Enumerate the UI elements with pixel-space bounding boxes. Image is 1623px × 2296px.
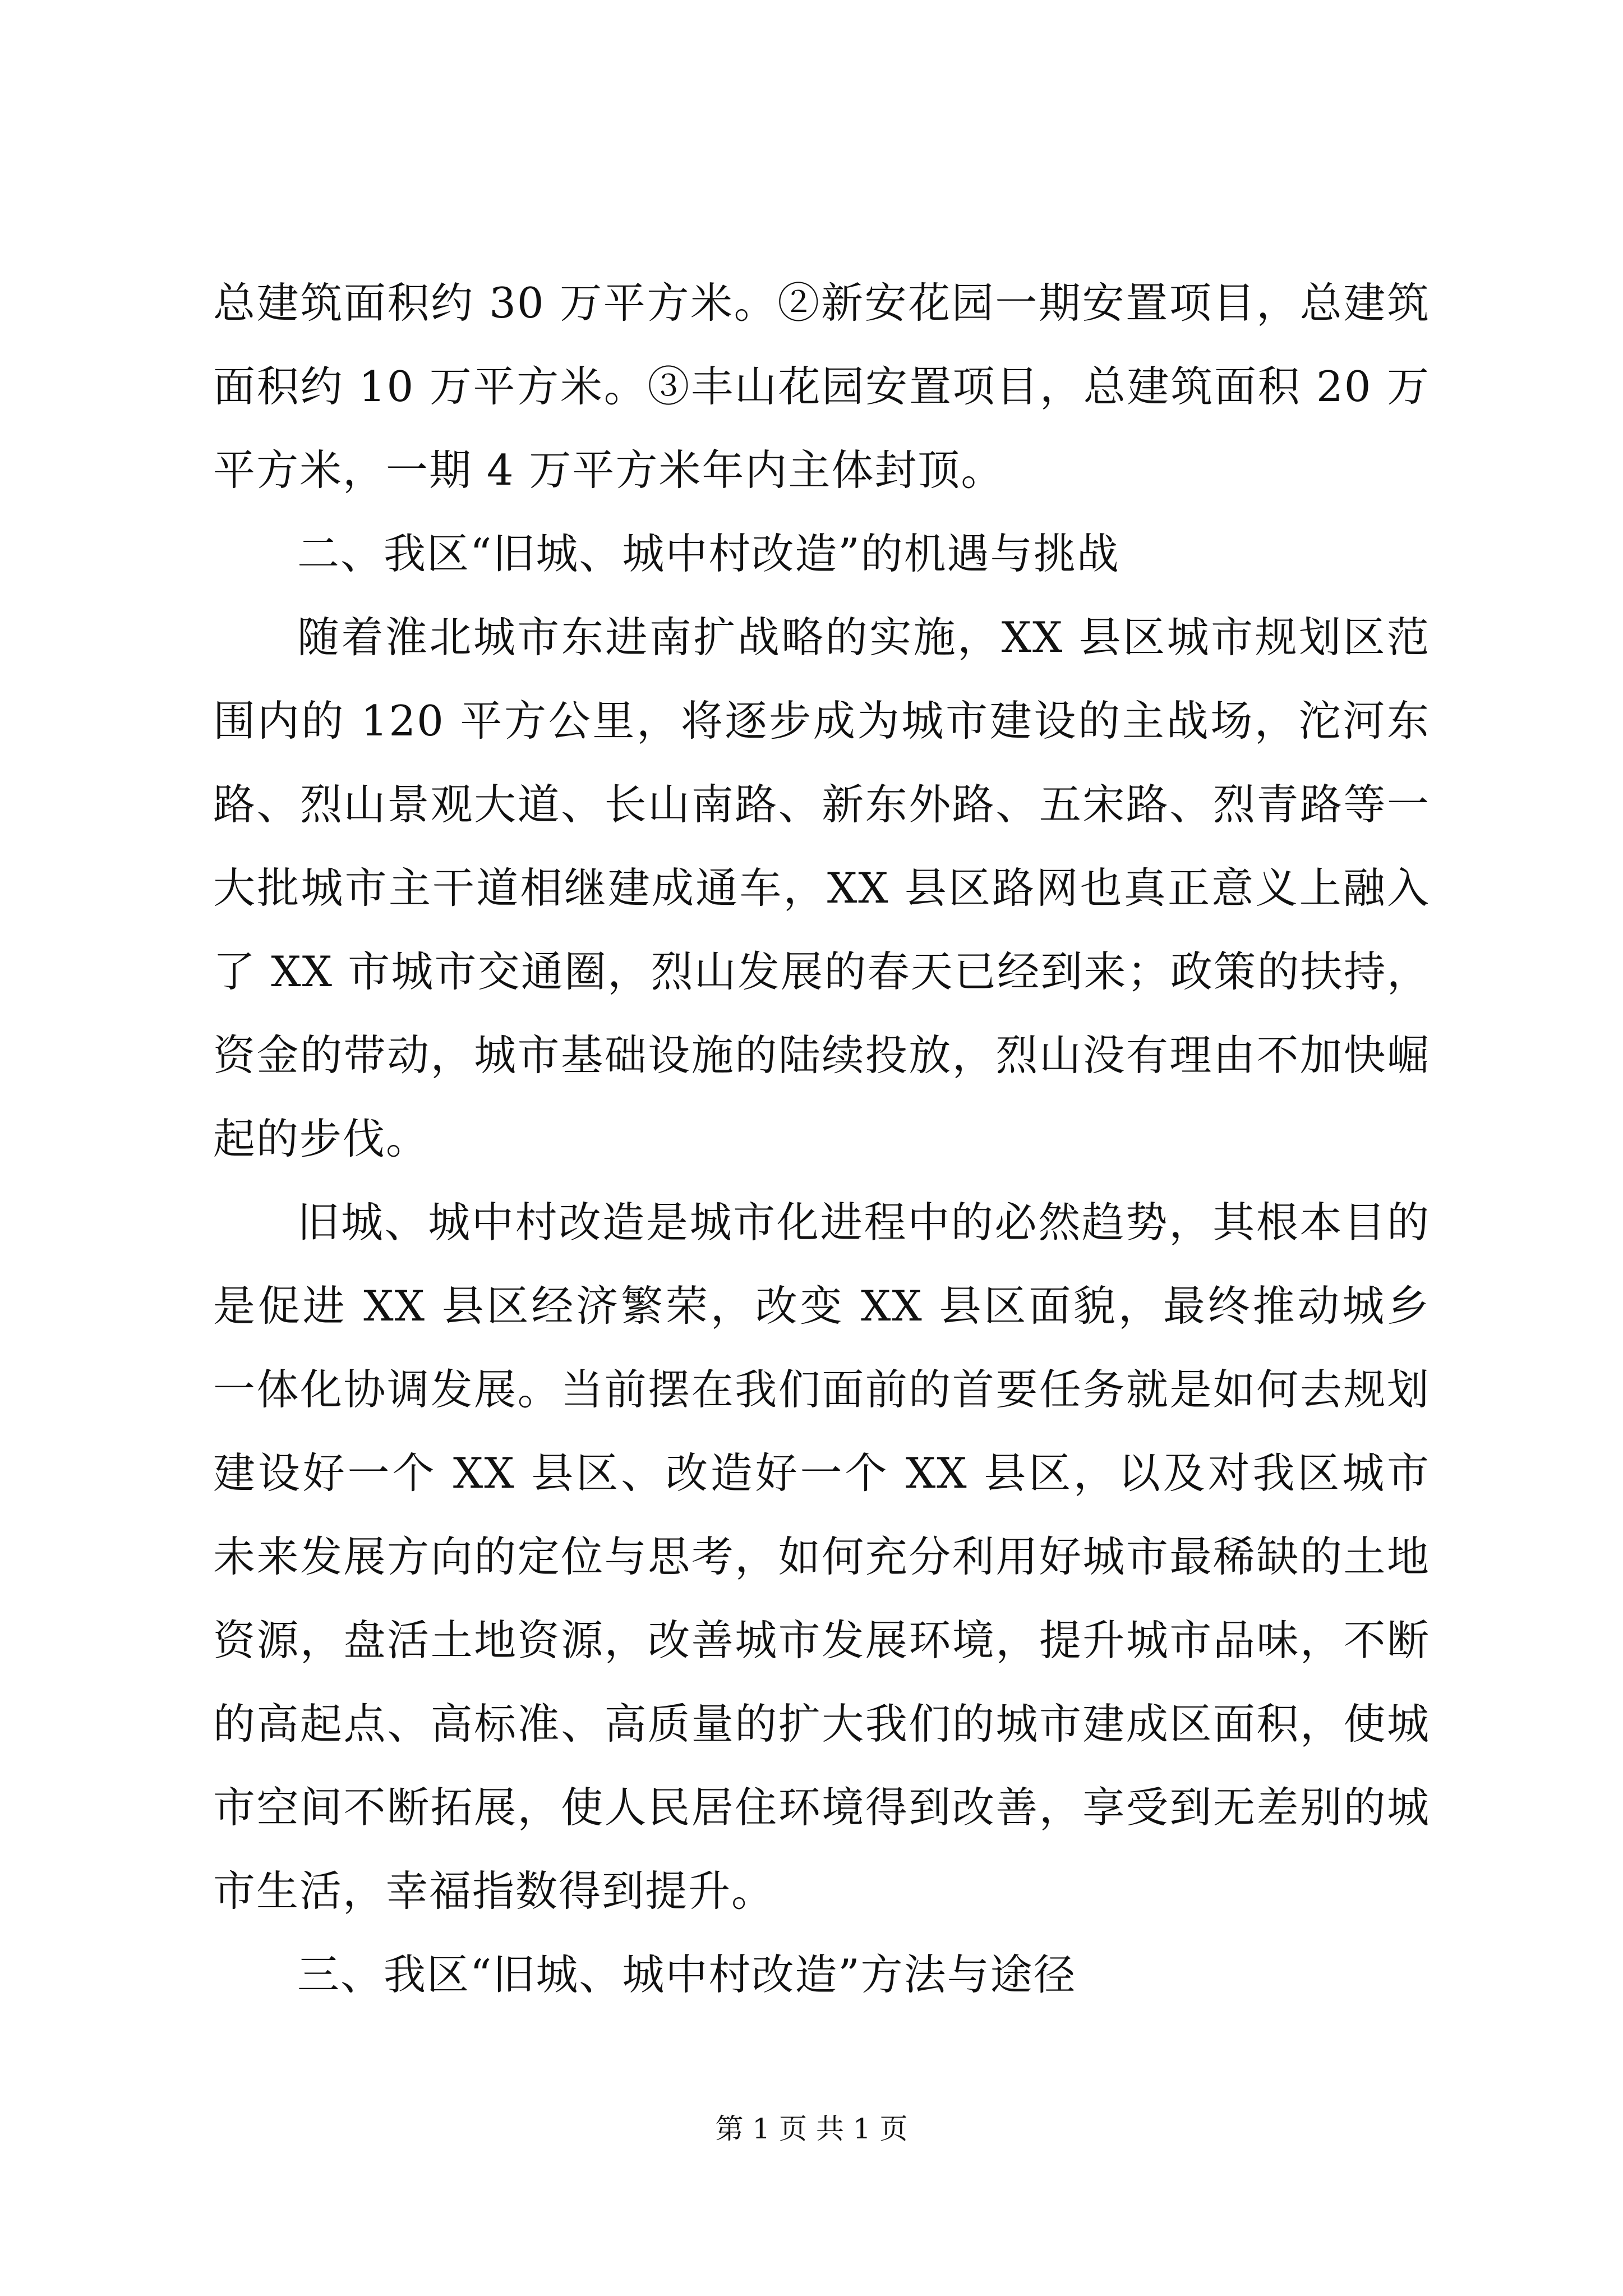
paragraph-continuation: 总建筑面积约 30 万平方米。②新安花园一期安置项目，总建筑面积约 10 万平方米。③丰山花园安置项目，总建筑面积 20 万平方米，一期 4 万平方米年内主体封顶。	[213, 278, 1430, 495]
section-heading-2: 二、我区“旧城、城中村改造”的机遇与挑战	[297, 529, 1120, 578]
document-body	[213, 261, 1430, 2017]
paragraph-renovation-purpose: 旧城、城中村改造是城市化进程中的必然趋势，其根本目的是促进 XX 县区经济繁荣，改变 XX 县区面貌，最终推动城乡一体化协调发展。当前摆在我们面前的首要任务就是如何去规划建设好一个 XX 县区、改造好一个 XX 县区，以及对我区城市未来发展方向的定位与思考，如何充分利用好城市最稀缺的土地资源，盘活土地资源，改善城市发展环境，提升城市品味，不断的高起点、高标准、高质量的扩大我们的城市建成区面积，使城市空间不断拓展，使人民居住环境得到改善，享受到无差别的城市生活，幸福指数得到提升。	[213, 1198, 1430, 1916]
paragraph-opportunities: 随着淮北城市东进南扩战略的实施，XX 县区城市规划区范围内的 120 平方公里，将逐步成为城市建设的主战场，沱河东路、烈山景观大道、长山南路、新东外路、五宋路、烈青路等一大批城市主干道相继建成通车，XX 县区路网也真正意义上融入了 XX 市城市交通圈，烈山发展的春天已经到来；政策的扶持，资金的带动，城市基础设施的陆续投放，烈山没有理由不加快崛起的步伐。	[213, 613, 1430, 1163]
section-heading-3: 三、我区“旧城、城中村改造”方法与途径	[297, 1950, 1077, 1999]
page-footer: 第 1 页 共 1 页	[715, 2113, 908, 2145]
